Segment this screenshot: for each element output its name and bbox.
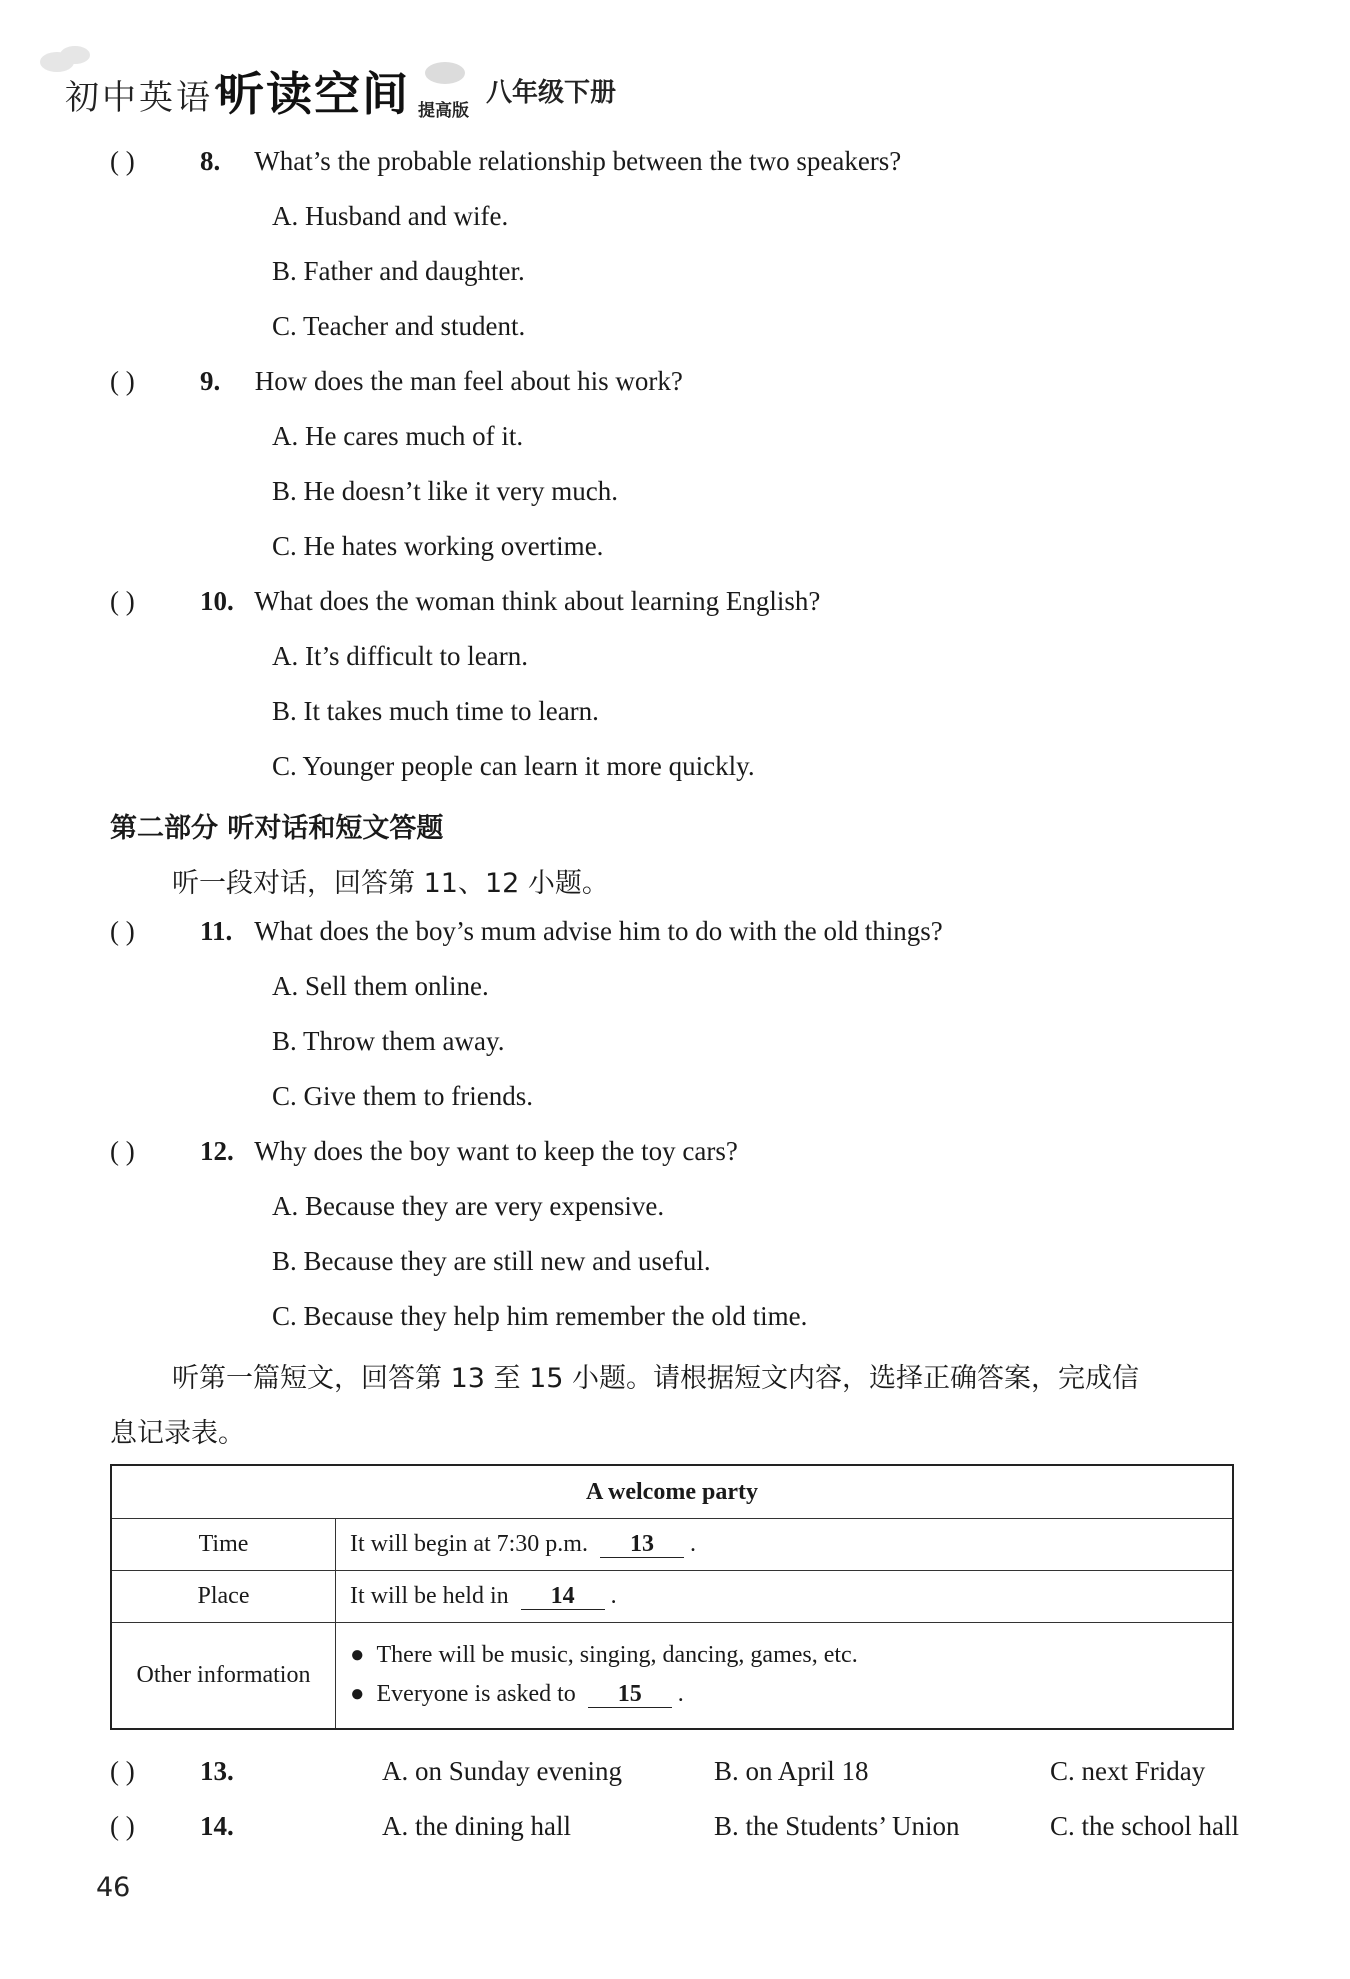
time-text: It will begin at 7:30 p.m. xyxy=(350,1531,588,1557)
cloud-decoration-icon xyxy=(60,46,90,64)
blank-14[interactable]: 14 xyxy=(521,1583,605,1610)
option-b[interactable]: B. on April 18 xyxy=(714,1756,869,1786)
question-number: 14. xyxy=(200,1811,234,1841)
question-number: 11. xyxy=(200,916,233,946)
answer-blank[interactable]: ( ) xyxy=(110,586,135,616)
option-c[interactable]: C. Because they help him remember the old time. xyxy=(272,1301,808,1331)
answer-blank[interactable]: ( ) xyxy=(110,1811,135,1841)
question-14 xyxy=(110,1811,1250,1842)
option-a[interactable]: A. Sell them online. xyxy=(272,971,489,1001)
place-label: Place xyxy=(111,1571,336,1623)
other-info-cell xyxy=(336,1623,1234,1729)
option-c[interactable]: C. He hates working overtime. xyxy=(272,531,604,561)
blank-13[interactable]: 13 xyxy=(600,1531,684,1558)
option-a[interactable]: A. the dining hall xyxy=(382,1811,571,1841)
question-text: How does the man feel about his work? xyxy=(254,366,683,396)
option-b[interactable]: B. Because they are still new and useful. xyxy=(272,1246,711,1276)
time-label: Time xyxy=(111,1519,336,1571)
option-c[interactable]: C. Younger people can learn it more quickly. xyxy=(272,751,755,781)
place-cell xyxy=(336,1571,1234,1623)
question-number: 12. xyxy=(200,1136,234,1166)
question-text: Why does the boy want to keep the toy cars? xyxy=(254,1136,738,1166)
bullet-dot-icon: ● xyxy=(350,1642,377,1669)
option-a[interactable]: A. Husband and wife. xyxy=(272,201,509,231)
passage-instruction-line-2: 息记录表。 xyxy=(110,1418,245,1449)
bullet-item xyxy=(350,1681,1218,1708)
question-text: What does the boy’s mum advise him to do with the old things? xyxy=(254,916,943,946)
blank-15[interactable]: 15 xyxy=(588,1681,672,1708)
page-header xyxy=(40,40,740,130)
table-row xyxy=(111,1623,1233,1729)
table-row xyxy=(111,1571,1233,1623)
answer-blank[interactable]: ( ) xyxy=(110,1756,135,1786)
other-info-label: Other information xyxy=(111,1623,336,1729)
question-number: 10. xyxy=(200,586,234,616)
period: . xyxy=(689,1531,696,1557)
table-title: A welcome party xyxy=(111,1465,1233,1519)
period: . xyxy=(610,1583,617,1609)
question-13 xyxy=(110,1756,1250,1787)
option-b[interactable]: B. It takes much time to learn. xyxy=(272,696,599,726)
option-a[interactable]: A. It’s difficult to learn. xyxy=(272,641,528,671)
question-10 xyxy=(110,586,820,617)
section-instruction: 听一段对话，回答第 11、12 小题。 xyxy=(172,868,609,899)
question-number: 9. xyxy=(200,366,221,396)
question-9 xyxy=(110,366,683,397)
brand-title: 听读空间 xyxy=(218,67,410,121)
option-c[interactable]: C. the school hall xyxy=(1050,1811,1239,1841)
grade-label: 八年级下册 xyxy=(486,78,617,108)
question-11 xyxy=(110,916,943,947)
section-heading: 第二部分 听对话和短文答题 xyxy=(110,813,444,844)
answer-blank[interactable]: ( ) xyxy=(110,1136,135,1166)
option-a[interactable]: A. Because they are very expensive. xyxy=(272,1191,665,1221)
option-b[interactable]: B. Father and daughter. xyxy=(272,256,525,286)
time-cell xyxy=(336,1519,1234,1571)
question-number: 8. xyxy=(200,146,221,176)
passage-instruction-line-1: 听第一篇短文，回答第 13 至 15 小题。请根据短文内容，选择正确答案，完成信 xyxy=(172,1363,1140,1394)
edition-label: 提高版 xyxy=(418,101,469,121)
page-number: 46 xyxy=(96,1872,131,1903)
question-number: 13. xyxy=(200,1756,234,1786)
cloud-decoration-icon xyxy=(425,62,465,84)
info-record-table xyxy=(110,1464,1234,1730)
option-a[interactable]: A. He cares much of it. xyxy=(272,421,524,451)
bullet-item xyxy=(350,1642,1218,1669)
option-c[interactable]: C. Teacher and student. xyxy=(272,311,526,341)
table-row xyxy=(111,1519,1233,1571)
option-b[interactable]: B. Throw them away. xyxy=(272,1026,505,1056)
bullet-text: There will be music, singing, dancing, games, etc. xyxy=(376,1642,858,1669)
option-c[interactable]: C. Give them to friends. xyxy=(272,1081,533,1111)
option-b[interactable]: B. He doesn’t like it very much. xyxy=(272,476,618,506)
series-title: 初中英语 xyxy=(65,78,213,118)
period: . xyxy=(677,1681,684,1708)
option-c[interactable]: C. next Friday xyxy=(1050,1756,1206,1786)
option-b[interactable]: B. the Students’ Union xyxy=(714,1811,960,1841)
question-text: What does the woman think about learning English? xyxy=(254,586,821,616)
answer-blank[interactable]: ( ) xyxy=(110,916,135,946)
option-a[interactable]: A. on Sunday evening xyxy=(382,1756,622,1786)
question-text: What’s the probable relationship between the two speakers? xyxy=(254,146,902,176)
bullet-dot-icon: ● xyxy=(350,1681,377,1708)
answer-blank[interactable]: ( ) xyxy=(110,366,135,396)
answer-blank[interactable]: ( ) xyxy=(110,146,135,176)
question-8 xyxy=(110,146,901,177)
question-12 xyxy=(110,1136,738,1167)
place-text: It will be held in xyxy=(350,1583,509,1609)
bullet-text: Everyone is asked to xyxy=(376,1681,576,1708)
